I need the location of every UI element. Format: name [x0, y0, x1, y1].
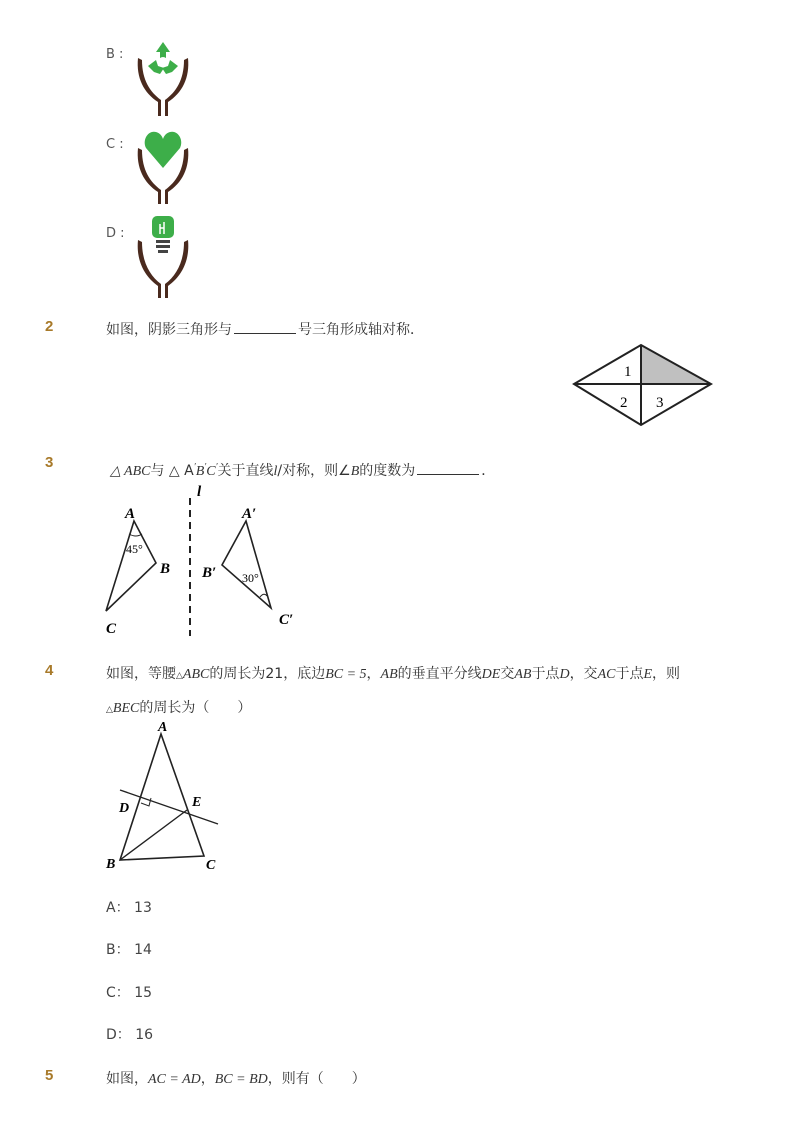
- choice-c[interactable]: [106, 982, 152, 1002]
- prime: ′: [215, 461, 218, 472]
- triangle-symbol: △: [176, 671, 183, 681]
- q4-text-e: 交: [500, 666, 515, 682]
- answer-blank[interactable]: [234, 321, 296, 334]
- triangle-label-1: 1: [624, 364, 632, 380]
- vertex-a-prime: A′: [242, 506, 257, 522]
- rhombus-figure: [570, 340, 716, 430]
- triangle-abc: △ ABC: [110, 464, 151, 479]
- q3-text3: 的度数为: [359, 463, 416, 479]
- q5-post: ，则有（ ）: [267, 1071, 366, 1087]
- question-2-text: [106, 319, 424, 339]
- bulb-hands-icon: [134, 214, 192, 300]
- q2-text-before: 如图，阴影三角形与: [106, 322, 232, 338]
- point-d: D: [119, 801, 130, 816]
- question-4-line1: [106, 663, 680, 683]
- question-4-line2: [106, 697, 251, 717]
- q4-text-g: ，交: [569, 666, 598, 682]
- triangle-label-3: 3: [656, 395, 664, 411]
- recycle-icon: [148, 42, 178, 74]
- q5-eq1: AC = AD: [148, 1072, 201, 1087]
- segment-be: [120, 810, 187, 860]
- choice-d[interactable]: [106, 1024, 153, 1044]
- question-3-text: [110, 460, 495, 480]
- question-5-text: [106, 1068, 366, 1088]
- q4-bc: BC = 5: [325, 667, 367, 682]
- q5-sep: ，: [200, 1071, 215, 1087]
- triangle-label-2: 2: [620, 395, 628, 411]
- angle-45-label: 45°: [126, 542, 143, 556]
- line-l: l: [273, 464, 278, 479]
- q5-pre: 如图，: [106, 1071, 148, 1087]
- q4-line2-text: 的周长为（ ）: [139, 700, 252, 716]
- option-d-label: D :: [106, 226, 125, 241]
- axis-label-l: l: [197, 484, 202, 500]
- q4-text-i: ，则: [652, 666, 681, 682]
- q3-mid: 与 △ A: [150, 463, 194, 479]
- q4-ab2: AB: [514, 667, 532, 682]
- q4-d: D: [559, 667, 570, 682]
- q4-text-h: 于点: [615, 666, 644, 682]
- vertex-a: A: [158, 720, 168, 735]
- choice-value: 13: [134, 900, 152, 916]
- vertex-c-prime: C′: [279, 612, 294, 628]
- choice-label: B：: [106, 942, 130, 958]
- q4-text-a: 如图，等腰: [106, 666, 176, 682]
- heart-hands-icon: [134, 126, 192, 206]
- q4-text-c: ，: [366, 666, 381, 682]
- triangle-symbol: △: [106, 705, 113, 715]
- option-b-label: B :: [106, 47, 124, 62]
- question-number: 4: [45, 662, 54, 679]
- perpendicular-bisector-de: [120, 790, 218, 824]
- answer-blank[interactable]: [417, 462, 479, 475]
- choice-label: A：: [106, 900, 130, 916]
- vertex-b-prime: B′: [202, 565, 217, 581]
- triangle-abc-prime-shape: [222, 521, 271, 608]
- vertex-b: B: [160, 561, 171, 577]
- q4-ac: AC: [597, 667, 616, 682]
- prime: ′: [204, 461, 207, 472]
- vertex-c: C: [106, 621, 117, 637]
- angle-b: B: [350, 464, 360, 479]
- vertex-a: A: [125, 506, 136, 522]
- q4-text-d: 的垂直平分线: [397, 666, 482, 682]
- vertex-c: C: [206, 858, 216, 873]
- q4-ab: AB: [380, 667, 398, 682]
- choice-b[interactable]: [106, 939, 152, 959]
- choice-a[interactable]: [106, 897, 152, 917]
- q3-end: ．: [481, 463, 496, 479]
- option-c-label: C :: [106, 137, 124, 152]
- q4-e: E: [643, 667, 653, 682]
- vertex-b: B: [106, 857, 116, 872]
- q3-b-prime: B: [195, 464, 205, 479]
- question-number: 2: [45, 318, 54, 335]
- q4-tri-bec: BEC: [112, 701, 140, 716]
- q3-text2: /对称，则∠: [277, 463, 351, 479]
- q4-text-f: 于点: [531, 666, 560, 682]
- q2-text-after: 号三角形成轴对称．: [298, 322, 424, 338]
- recycle-hands-icon: [134, 38, 192, 118]
- q3-c-prime: C: [206, 464, 216, 479]
- prime: ′: [193, 461, 196, 472]
- choice-label: C：: [106, 985, 130, 1001]
- choice-value: 15: [134, 985, 153, 1001]
- q5-eq2: BC = BD: [214, 1072, 268, 1087]
- choice-value: 14: [134, 942, 152, 958]
- choice-value: 16: [135, 1027, 154, 1043]
- choice-label: D：: [106, 1027, 131, 1043]
- point-e: E: [192, 795, 202, 810]
- question-number: 3: [45, 454, 54, 471]
- q4-tri-abc: ABC: [182, 667, 210, 682]
- isosceles-triangle-figure: [100, 718, 230, 878]
- q4-text-b: 的周长为21，底边: [209, 666, 326, 682]
- symmetric-triangles-figure: [96, 478, 306, 640]
- question-number: 5: [45, 1067, 54, 1084]
- q4-de: DE: [481, 667, 501, 682]
- angle-30-label: 30°: [242, 571, 259, 585]
- q3-text1: 关于直线: [217, 463, 274, 479]
